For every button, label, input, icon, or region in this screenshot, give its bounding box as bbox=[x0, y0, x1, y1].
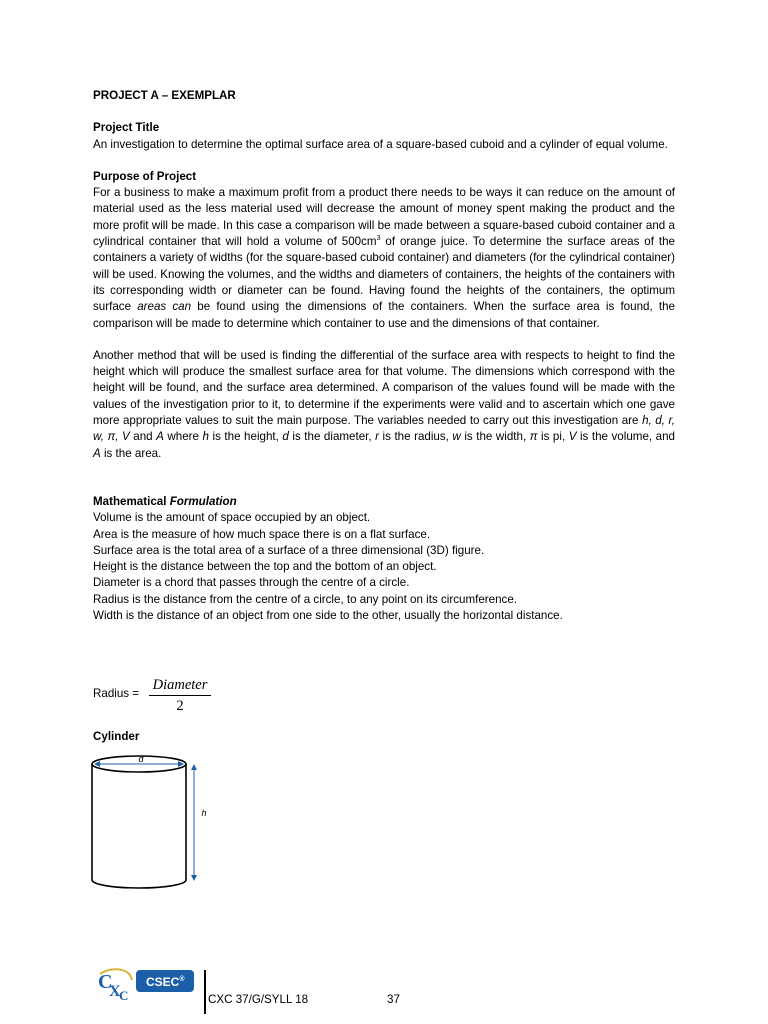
svg-text:X: X bbox=[109, 983, 121, 1000]
formulation-heading: Mathematical Formulation bbox=[93, 494, 237, 508]
fraction-bar bbox=[149, 695, 211, 696]
syllabus-code: CXC 37/G/SYLL 18 bbox=[208, 993, 309, 1006]
definition-item: Radius is the distance from the centre of a circle, to any point on its circumference. bbox=[93, 592, 518, 606]
definition-item: Width is the distance of an object from one side to the other, usually the horizontal distance. bbox=[93, 609, 563, 623]
cylinder-diagram bbox=[88, 748, 213, 890]
svg-text:C: C bbox=[119, 988, 129, 1002]
svg-text:C: C bbox=[98, 971, 113, 993]
height-label: h bbox=[201, 808, 207, 818]
page-footer bbox=[96, 966, 516, 1014]
radius-fraction bbox=[149, 676, 211, 714]
radius-formula bbox=[93, 676, 293, 716]
radius-formula-label: Radius = bbox=[93, 687, 140, 700]
cxc-csec-logo bbox=[96, 966, 196, 1002]
diameter-label: d bbox=[138, 754, 144, 764]
page-number: 37 bbox=[387, 993, 400, 1006]
purpose-heading: Purpose of Project bbox=[93, 169, 197, 183]
purpose-paragraph-1: For a business to make a maximum profit from a product there needs to be ways it can reduce on the amount of material used as the less material used will decrease the amount of money spent making the product and the more profit will be made. In this case a comparison will be made between a square-based cuboid container and a cylindrical container that will hold a volume of $500cm^3$ of orange juice. To determine the surface areas of the containers a variety of widths (for the square-based cuboid container) and diameters (for the cylindrical container) will be used. Knowing the volumes, and the widths and diameters of containers, the heights of the containers with its corresponding width or diameter can be found. Having found the heights of the containers, the optimum surface areas can be found using the dimensions of the containers. When the surface area is found, the comparison will be made to determine which container to use and the dimensions of that container. bbox=[93, 186, 675, 330]
fraction-denominator: 2 bbox=[176, 698, 184, 714]
definition-item: Volume is the amount of space occupied by an object. bbox=[93, 511, 371, 525]
definition-item: Area is the measure of how much space there is on a flat surface. bbox=[93, 527, 431, 541]
definition-item: Height is the distance between the top and the bottom of an object. bbox=[93, 560, 437, 574]
definition-item: Diameter is a chord that passes through the centre of a circle. bbox=[93, 576, 410, 590]
purpose-paragraph-2: Another method that will be used is finding the differential of the surface area with respects to height to find the height which will produce the smallest surface area for that volume. The dimensions which correspond with the height will be found, and the surface area determined. A comparison of the values found will be made with the values of the investigation prior to it, to determine if the experiments were valid and to ascertain which one gave more appropriate values to suit the main purpose. The variables needed to carry out this investigation are h, d, r, w, π, V and A where h is the height, d is the diameter, r is the radius, w is the width, π is pi, V is the volume, and A is the area. bbox=[93, 348, 675, 460]
cylinder-heading: Cylinder bbox=[93, 730, 140, 743]
cylinder-body bbox=[92, 764, 186, 888]
cubic-superscript: 3 bbox=[376, 235, 381, 243]
footer-divider bbox=[204, 970, 206, 1014]
document-header: PROJECT A – EXEMPLAR bbox=[93, 89, 236, 102]
document-body bbox=[93, 88, 675, 624]
svg-text:CSEC®: CSEC® bbox=[146, 975, 185, 989]
fraction-numerator: Diameter bbox=[152, 677, 208, 693]
project-title-heading: Project Title bbox=[93, 121, 160, 135]
definition-item: Surface area is the total area of a surface of a three dimensional (3D) figure. bbox=[93, 543, 485, 557]
project-title-text: An investigation to determine the optimal surface area of a square-based cuboid and a cylinder of equal volume. bbox=[93, 137, 668, 151]
